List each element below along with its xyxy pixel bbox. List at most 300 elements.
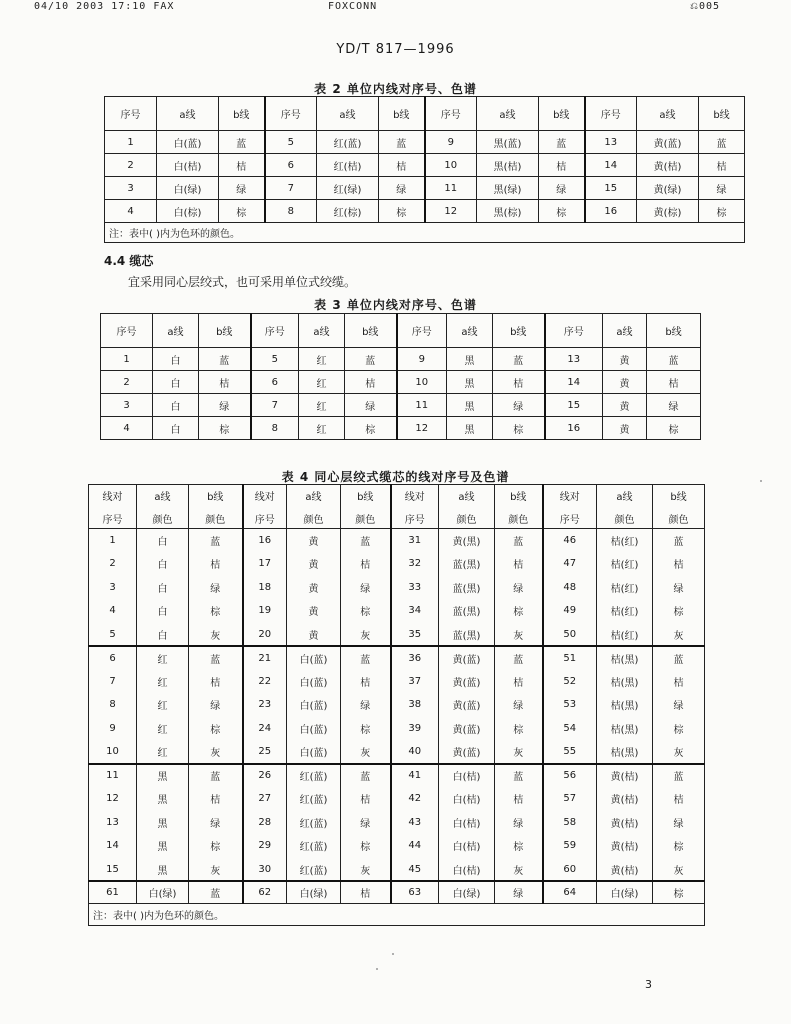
table2-cell: 14	[585, 154, 637, 177]
table4-cell: 16	[243, 529, 287, 553]
table-row	[89, 576, 705, 600]
table2-cell: 6	[265, 154, 317, 177]
table4-cell: 蓝	[495, 529, 543, 553]
table4-header-line: 颜色	[355, 514, 376, 526]
table4-header-line: a线	[616, 491, 633, 503]
table4-cell: 63	[391, 881, 439, 903]
table4-cell: 蓝(黑)	[439, 623, 495, 647]
table-row	[89, 599, 705, 623]
table3-cell: 棕	[647, 417, 701, 440]
table4-header-line: a线	[154, 491, 171, 503]
table4-cell: 红	[137, 693, 189, 717]
table4-cell: 56	[543, 764, 597, 788]
table4-cell: 黄(蓝)	[439, 670, 495, 694]
table4-cell: 桔	[653, 787, 705, 811]
table2-cell: 白(棕)	[157, 200, 219, 223]
table2-cell: 黑(绿)	[477, 177, 539, 200]
table3-cell: 绿	[647, 394, 701, 417]
table4-cell: 30	[243, 858, 287, 882]
table3-cell: 13	[545, 348, 603, 371]
table4-cell: 黑	[137, 764, 189, 788]
table3-cell: 桔	[493, 371, 545, 394]
table4-cell: 桔	[341, 670, 391, 694]
table2-cell: 3	[105, 177, 157, 200]
table2-cell: 桔	[699, 154, 745, 177]
table3-header-cell: a线	[153, 314, 199, 348]
table3-cell: 9	[397, 348, 447, 371]
table4-cell: 红	[137, 646, 189, 670]
table2-cell: 黄(绿)	[637, 177, 699, 200]
table2-header-cell: 序号	[105, 97, 157, 131]
table3-cell: 绿	[199, 394, 251, 417]
table4-cell: 绿	[653, 811, 705, 835]
table4-cell: 绿	[189, 693, 243, 717]
table4-cell: 49	[543, 599, 597, 623]
table2-cell: 9	[425, 131, 477, 154]
table4-cell: 桔	[495, 787, 543, 811]
table3-cell: 黑	[447, 371, 493, 394]
table3-cell: 黄	[603, 394, 647, 417]
page-number: 3	[645, 978, 652, 991]
table2-cell: 10	[425, 154, 477, 177]
table4-cell: 棕	[189, 717, 243, 741]
table3-header-row	[101, 314, 701, 348]
scan-speck	[376, 968, 378, 970]
table4-cell: 红	[137, 740, 189, 764]
table4-cell: 2	[89, 552, 137, 576]
table3-cell: 2	[101, 371, 153, 394]
table4-cell: 白	[137, 599, 189, 623]
table4-header-line: 颜色	[614, 514, 635, 526]
table4-cell: 黄	[287, 576, 341, 600]
table3-cell: 7	[251, 394, 299, 417]
table2-header-cell: 序号	[425, 97, 477, 131]
table4-cell: 棕	[341, 599, 391, 623]
table4-cell: 棕	[653, 881, 705, 903]
table-row	[89, 787, 705, 811]
table2-cell: 13	[585, 131, 637, 154]
section-heading: 4.4 缆芯	[104, 254, 154, 268]
table2-header-cell: b线	[379, 97, 425, 131]
table4-cell: 38	[391, 693, 439, 717]
table2-cell: 5	[265, 131, 317, 154]
table4-cell: 绿	[341, 811, 391, 835]
table3-cell: 红	[299, 371, 345, 394]
table2-cell: 白(桔)	[157, 154, 219, 177]
table4-header-line: a线	[458, 491, 475, 503]
table4-cell: 灰	[653, 740, 705, 764]
table4-cell: 22	[243, 670, 287, 694]
table4-cell: 6	[89, 646, 137, 670]
table3-cell: 桔	[345, 371, 397, 394]
table4-cell: 36	[391, 646, 439, 670]
table-row	[89, 717, 705, 741]
table4-header-row	[89, 485, 705, 529]
table4-cell: 黄	[287, 599, 341, 623]
table4-cell: 白(桔)	[439, 834, 495, 858]
table2-header-cell: b线	[699, 97, 745, 131]
table4-cell: 蓝	[653, 529, 705, 553]
table4-cell: 红(蓝)	[287, 834, 341, 858]
table4-header-line: 线对	[102, 491, 123, 503]
table2-cell: 白(蓝)	[157, 131, 219, 154]
table2-cell: 桔	[219, 154, 265, 177]
table4-cell: 12	[89, 787, 137, 811]
table3-cell: 10	[397, 371, 447, 394]
table2-cell: 11	[425, 177, 477, 200]
table4-header-cell	[439, 485, 495, 529]
table4-header-line: 颜色	[205, 514, 226, 526]
table2-cell: 蓝	[379, 131, 425, 154]
table3-cell: 黑	[447, 417, 493, 440]
table4-cell: 白(绿)	[287, 881, 341, 903]
table-row	[89, 764, 705, 788]
table-row	[89, 811, 705, 835]
table2-cell: 黑(棕)	[477, 200, 539, 223]
scan-speck	[392, 953, 394, 955]
table4-cell: 35	[391, 623, 439, 647]
table4-cell: 32	[391, 552, 439, 576]
table4-cell: 黑	[137, 858, 189, 882]
table3-cell: 桔	[199, 371, 251, 394]
table4-cell: 白(绿)	[597, 881, 653, 903]
table3-cell: 15	[545, 394, 603, 417]
table4-header-cell	[189, 485, 243, 529]
table4-header-cell	[597, 485, 653, 529]
table4-cell: 40	[391, 740, 439, 764]
table4-cell: 桔(黑)	[597, 670, 653, 694]
table4-header-line: 颜色	[508, 514, 529, 526]
table4-cell: 23	[243, 693, 287, 717]
table4-header-cell	[341, 485, 391, 529]
table4-cell: 37	[391, 670, 439, 694]
table4-cell: 红(蓝)	[287, 811, 341, 835]
table4-cell: 棕	[495, 717, 543, 741]
table4-cell: 绿	[341, 693, 391, 717]
table4-cell: 60	[543, 858, 597, 882]
table4-header-line: b线	[357, 491, 374, 503]
table2-cell: 黄(桔)	[637, 154, 699, 177]
table4-cell: 21	[243, 646, 287, 670]
table4-cell: 桔	[341, 552, 391, 576]
table4-cell: 桔(红)	[597, 576, 653, 600]
table-row	[101, 417, 701, 440]
table4-cell: 蓝	[495, 764, 543, 788]
table3-cell: 棕	[199, 417, 251, 440]
table3-cell: 1	[101, 348, 153, 371]
table3-cell: 绿	[493, 394, 545, 417]
table4-cell: 绿	[495, 576, 543, 600]
table-row	[105, 131, 745, 154]
table2-cell: 棕	[379, 200, 425, 223]
table3-cell: 3	[101, 394, 153, 417]
table3-header-cell: a线	[447, 314, 493, 348]
table2-cell: 黄(蓝)	[637, 131, 699, 154]
table2-cell: 蓝	[219, 131, 265, 154]
table-row	[89, 623, 705, 647]
table2-cell: 红(棕)	[317, 200, 379, 223]
table4-cell: 白(绿)	[137, 881, 189, 903]
table4-cell: 棕	[341, 717, 391, 741]
table4-cell: 13	[89, 811, 137, 835]
table3-header-cell: 序号	[101, 314, 153, 348]
table4-cell: 绿	[495, 881, 543, 903]
table2-cell: 白(绿)	[157, 177, 219, 200]
table3	[100, 313, 701, 440]
table4-cell: 蓝(黑)	[439, 552, 495, 576]
table-row	[101, 371, 701, 394]
table3-header-cell: b线	[493, 314, 545, 348]
table4-header-line: a线	[305, 491, 322, 503]
table4-cell: 桔(红)	[597, 529, 653, 553]
table4-cell: 48	[543, 576, 597, 600]
table2-header-cell: b线	[219, 97, 265, 131]
table-row	[89, 670, 705, 694]
table-row	[105, 200, 745, 223]
table4-cell: 19	[243, 599, 287, 623]
table4-cell: 26	[243, 764, 287, 788]
table4-cell: 白	[137, 552, 189, 576]
table-row	[101, 348, 701, 371]
table4-cell: 白(蓝)	[287, 670, 341, 694]
table4-cell: 44	[391, 834, 439, 858]
table-row	[105, 177, 745, 200]
table4-cell: 白(桔)	[439, 764, 495, 788]
table3-cell: 12	[397, 417, 447, 440]
table4-cell: 绿	[189, 576, 243, 600]
table3-cell: 14	[545, 371, 603, 394]
table4-cell: 黄	[287, 552, 341, 576]
table4-last-row	[89, 881, 705, 903]
table4-header-line: b线	[207, 491, 224, 503]
table3-cell: 棕	[493, 417, 545, 440]
table3-cell: 5	[251, 348, 299, 371]
table4-cell: 29	[243, 834, 287, 858]
table4-cell: 灰	[341, 623, 391, 647]
table3-cell: 蓝	[647, 348, 701, 371]
table2-cell: 棕	[699, 200, 745, 223]
table4-cell: 52	[543, 670, 597, 694]
fax-icon: ⎌	[690, 1, 699, 12]
table2-header-cell: 序号	[585, 97, 637, 131]
table4-cell: 绿	[495, 811, 543, 835]
table2-cell: 蓝	[539, 131, 585, 154]
table3-header-cell: b线	[647, 314, 701, 348]
table-row	[89, 834, 705, 858]
table-row	[89, 552, 705, 576]
table4-cell: 桔	[189, 670, 243, 694]
table4-cell: 白(桔)	[439, 811, 495, 835]
table4-cell: 15	[89, 858, 137, 882]
table4-cell: 58	[543, 811, 597, 835]
table4-cell: 蓝(黑)	[439, 599, 495, 623]
table4-header-line: 颜色	[668, 514, 689, 526]
table4-cell: 9	[89, 717, 137, 741]
table4-cell: 黄(桔)	[597, 811, 653, 835]
table4-cell: 红(蓝)	[287, 764, 341, 788]
table3-cell: 蓝	[345, 348, 397, 371]
table4-cell: 桔	[341, 787, 391, 811]
table4-cell: 白	[137, 529, 189, 553]
table4-cell: 棕	[495, 834, 543, 858]
table4-cell: 蓝	[189, 881, 243, 903]
table4-cell: 棕	[341, 834, 391, 858]
table2	[104, 96, 745, 243]
table4-cell: 5	[89, 623, 137, 647]
fax-datetime: 04/10 2003 17:10 FAX	[34, 1, 175, 12]
table3-cell: 蓝	[199, 348, 251, 371]
table4-cell: 白(蓝)	[287, 717, 341, 741]
table-row	[89, 858, 705, 882]
table4-cell: 桔	[653, 552, 705, 576]
table4-note: 注：表中( )内为色环的颜色。	[89, 903, 705, 925]
table4-header-cell	[89, 485, 137, 529]
table4-cell: 白(蓝)	[287, 740, 341, 764]
table4-cell: 34	[391, 599, 439, 623]
table3-header-cell: b线	[199, 314, 251, 348]
table2-cell: 2	[105, 154, 157, 177]
table4-cell: 灰	[495, 740, 543, 764]
table4-cell: 4	[89, 599, 137, 623]
table4-cell: 黄(黑)	[439, 529, 495, 553]
table4-cell: 黄(桔)	[597, 787, 653, 811]
table4-header-line: 序号	[559, 514, 580, 526]
table4-cell: 红(蓝)	[287, 787, 341, 811]
table2-cell: 桔	[539, 154, 585, 177]
table2-cell: 红(桔)	[317, 154, 379, 177]
table4-header-line: b线	[510, 491, 527, 503]
table4-cell: 黄(桔)	[597, 858, 653, 882]
table4-cell: 蓝	[189, 646, 243, 670]
table4-cell: 桔(黑)	[597, 646, 653, 670]
table4-cell: 1	[89, 529, 137, 553]
table3-cell: 6	[251, 371, 299, 394]
table4-header-line: 线对	[254, 491, 275, 503]
table4-cell: 25	[243, 740, 287, 764]
table2-cell: 7	[265, 177, 317, 200]
table4-cell: 桔(黑)	[597, 740, 653, 764]
table4-cell: 61	[89, 881, 137, 903]
table4-header-cell	[543, 485, 597, 529]
table2-cell: 8	[265, 200, 317, 223]
table4-cell: 20	[243, 623, 287, 647]
table2-cell: 桔	[379, 154, 425, 177]
table3-header-cell: 序号	[397, 314, 447, 348]
table3-cell: 红	[299, 417, 345, 440]
table4-cell: 灰	[189, 858, 243, 882]
table4-cell: 棕	[653, 599, 705, 623]
table3-cell: 白	[153, 417, 199, 440]
table2-cell: 绿	[699, 177, 745, 200]
table2-header-cell: a线	[477, 97, 539, 131]
table2-cell: 4	[105, 200, 157, 223]
fax-header	[0, 0, 791, 14]
table4-cell: 灰	[341, 740, 391, 764]
table4-cell: 47	[543, 552, 597, 576]
table4-cell: 白	[137, 576, 189, 600]
table4-cell: 白(蓝)	[287, 646, 341, 670]
table4-cell: 33	[391, 576, 439, 600]
table3-cell: 黄	[603, 417, 647, 440]
table4-cell: 11	[89, 764, 137, 788]
table3-cell: 白	[153, 394, 199, 417]
table2-header-row	[105, 97, 745, 131]
table4-cell: 灰	[653, 623, 705, 647]
table-row	[89, 693, 705, 717]
table3-header-cell: b线	[345, 314, 397, 348]
table4-caption: 表 4 同心层绞式缆芯的线对序号及色谱	[281, 470, 510, 484]
table2-header-cell: a线	[317, 97, 379, 131]
table4-cell: 桔	[341, 881, 391, 903]
table4-cell: 白(桔)	[439, 787, 495, 811]
table4-cell: 黑	[137, 834, 189, 858]
table3-cell: 11	[397, 394, 447, 417]
table4-cell: 桔(红)	[597, 552, 653, 576]
table2-cell: 16	[585, 200, 637, 223]
table4-cell: 59	[543, 834, 597, 858]
table2-cell: 黄(棕)	[637, 200, 699, 223]
table4-cell: 黄(蓝)	[439, 693, 495, 717]
table4-header-cell	[391, 485, 439, 529]
table4-cell: 白(绿)	[439, 881, 495, 903]
table4-cell: 8	[89, 693, 137, 717]
table4-cell: 黄(桔)	[597, 834, 653, 858]
table2-cell: 绿	[379, 177, 425, 200]
table4-cell: 57	[543, 787, 597, 811]
table4-header-line: 颜色	[303, 514, 324, 526]
table4-cell: 27	[243, 787, 287, 811]
table4-cell: 黑	[137, 811, 189, 835]
table3-cell: 黄	[603, 371, 647, 394]
table4-cell: 53	[543, 693, 597, 717]
table3-header-cell: a线	[603, 314, 647, 348]
table4-header-line: 线对	[559, 491, 580, 503]
table4-cell: 桔	[189, 787, 243, 811]
table3-header-cell: a线	[299, 314, 345, 348]
table4-header-line: 序号	[254, 514, 275, 526]
table4-cell: 54	[543, 717, 597, 741]
section-text: 宜采用同心层绞式，也可采用单位式绞缆。	[128, 275, 357, 289]
table4-cell: 灰	[189, 623, 243, 647]
table4-header-line: b线	[670, 491, 687, 503]
table4-cell: 桔(黑)	[597, 693, 653, 717]
table4-cell: 灰	[189, 740, 243, 764]
table2-cell: 绿	[219, 177, 265, 200]
table4-header-cell	[495, 485, 543, 529]
table3-cell: 16	[545, 417, 603, 440]
table4	[88, 484, 705, 926]
table3-cell: 黄	[603, 348, 647, 371]
table4-cell: 31	[391, 529, 439, 553]
table4-cell: 棕	[653, 717, 705, 741]
table3-cell: 白	[153, 371, 199, 394]
table2-cell: 黑(蓝)	[477, 131, 539, 154]
table4-cell: 10	[89, 740, 137, 764]
table4-cell: 24	[243, 717, 287, 741]
table4-cell: 棕	[189, 599, 243, 623]
table4-header-line: 序号	[404, 514, 425, 526]
table2-cell: 红(绿)	[317, 177, 379, 200]
table-row	[89, 529, 705, 553]
table4-cell: 45	[391, 858, 439, 882]
table3-cell: 白	[153, 348, 199, 371]
table4-cell: 蓝	[653, 646, 705, 670]
table4-header-line: 序号	[102, 514, 123, 526]
table4-cell: 桔(红)	[597, 599, 653, 623]
table4-header-cell	[243, 485, 287, 529]
table2-cell: 1	[105, 131, 157, 154]
table4-cell: 18	[243, 576, 287, 600]
